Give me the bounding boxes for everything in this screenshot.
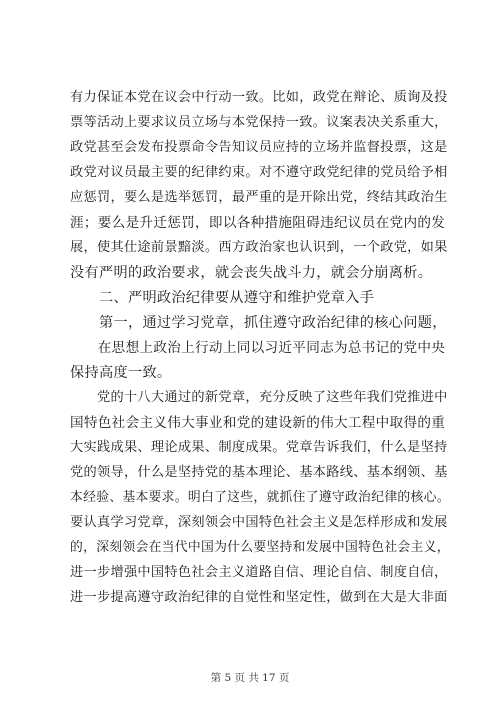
text-line: 党的领导，什么是坚持党的基本理论、基本路线、基本纲领、基 <box>70 465 448 480</box>
text-line: 涯；要么是升迁惩罚，即以各种措施阻碍违纪议员在党内的发 <box>70 215 446 231</box>
text-line: 应惩罚，要么是选举惩罚，最严重的是开除出党，终结其政治生 <box>70 190 448 205</box>
text-line: 的，深刻领会在当代中国为什么要坚持和发展中国特色社会主义， <box>70 540 450 555</box>
page-footer: 第 5 页 共 17 页 <box>210 672 290 684</box>
text-line: 大实践成果、理论成果、制度成果。党章告诉我们，什么是坚持 <box>70 440 448 455</box>
text-line: 没有严明的政治要求，就会丧失战斗力，就会分崩离析。 <box>70 265 433 281</box>
text-line: 票等活动上要求议员立场与本党保持一致。议案表决关系重大， <box>70 115 448 130</box>
text-line: 保持高度一致。 <box>70 365 172 381</box>
text-line: 党的十八大通过的新党章，充分反映了这些年我们党推进中 <box>70 390 448 405</box>
text-line: 政党对议员最主要的纪律约束。对不遵守政党纪律的党员给予相 <box>70 165 448 180</box>
text-line: 要认真学习党章，深刻领会中国特色社会主义是怎样形成和发展 <box>70 515 448 530</box>
section-heading: 二、严明政治纪律要从遵守和维护党章入手 <box>70 290 375 306</box>
text-line: 进一步增强中国特色社会主义道路自信、理论自信、制度自信， <box>70 565 448 580</box>
text-line: 政党甚至会发布投票命令告知议员应持的立场并监督投票，这是 <box>70 140 448 155</box>
text-line: 本经验、基本要求。明白了这些，就抓住了遵守政治纪律的核心。 <box>70 490 450 505</box>
text-line: 国特色社会主义伟大事业和党的建设新的伟大工程中取得的重 <box>70 415 446 431</box>
text-line: 展，使其仕途前景黯淡。西方政治家也认识到，一个政党，如果 <box>70 240 448 255</box>
text-line: 在思想上政治上行动上同以习近平同志为总书记的党中央 <box>70 340 446 356</box>
text-line: 进一步提高遵守政治纪律的自觉性和坚定性，做到在大是大非面 <box>70 590 448 605</box>
text-line: 有力保证本党在议会中行动一致。比如，政党在辩论、质询及投 <box>70 90 448 105</box>
text-line: 第一，通过学习党章，抓住遵守政治纪律的核心问题， <box>70 315 447 331</box>
